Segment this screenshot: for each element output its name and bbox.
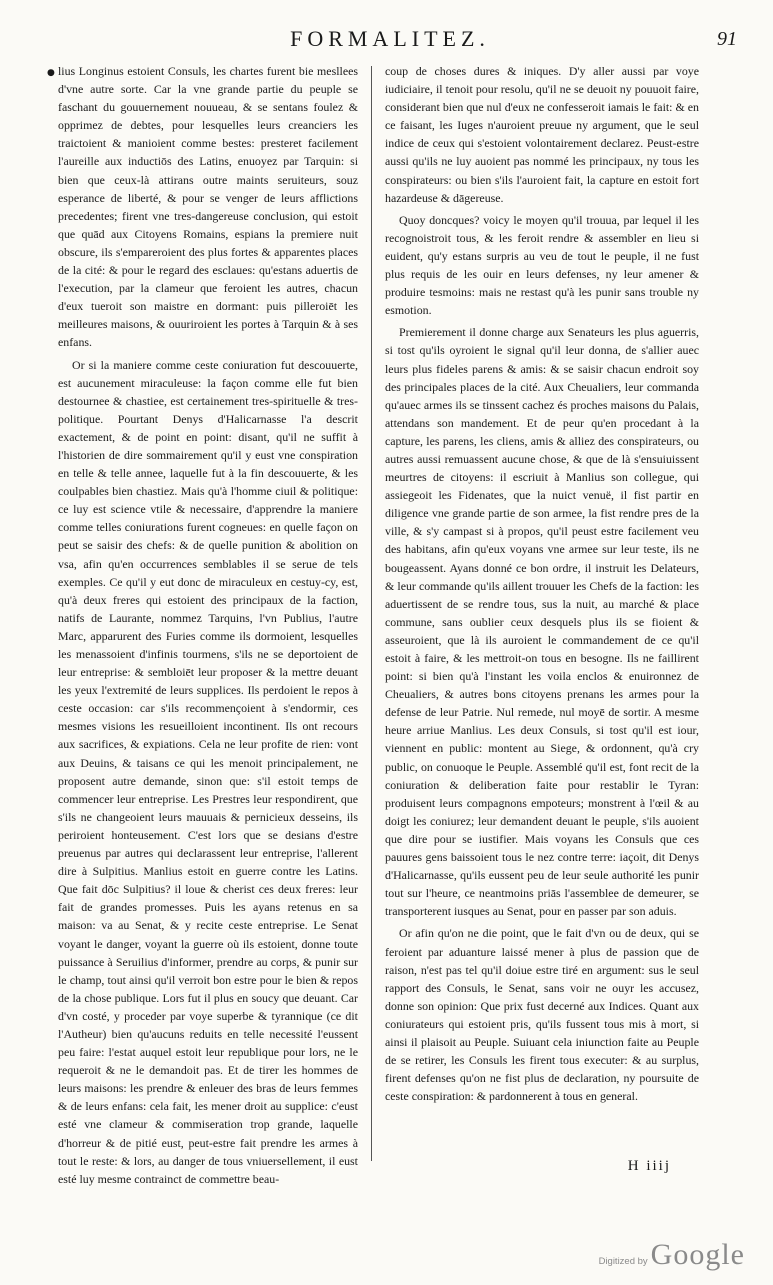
column-divider [371, 66, 372, 1161]
watermark-prefix: Digitized by [598, 1256, 648, 1267]
paragraph: Or si la maniere comme ceste coniuration fut descouuerte, est aucunement miraculeuse: la façon comme elle fut bien destournee & chastiee, est certainement tres-spirituelle & tres-politique. Pourtant Denys d'Halicarnasse l'a descrit exactement, & de point en point: disant, qu'il ne suffit à l'historien de dire sommairement qu'il y eust vne conspiration en telle & telle annee, laquelle fut à la fin descouuerte, & les coulpables bien chastiez. Mais qu'à l'homme ciuil & politique: ce luy est science vtile & necessaire, d'apprendre la maniere comme telles coniurations furent cogneues: en quelle façon on peut se saisir des chefs: & de quelle punition & abolition on vsa, afin qu'en occurrences semblables il se serue de tels exemples. Ce qu'il y eut donc de miraculeux en cestuy-cy, est, qu'à deux freres qui estoient des principaux de la faction, natifs de Laurante, nommez Tarquins, l'vn Publius, l'autre Marc, apparurent des Furies comme ils dormoient, lesquelles les menassoient d'infinis tourmens, s'ils ne se deportoient de leur entreprise: & sembloiēt leur proposer & la mettre deuant les yeux l'extremité de leurs supplices. Ils perdoient le repos à ceste occasion: car s'ils recommençoient à s'endormir, ces mesmes visions les resueilloient incontinent. Ils ont recours aux sacrifices, & expiations. Cela ne leur profite de rien: vont aux Deuins, & taisans ce qui les menoit principalement, ne proposent autre demande, sinon que: s'il estoit temps de commencer leur entreprise. Les Prestres leur respondirent, que s'ils ne changeoient leurs mauuais & pernicieux desseins, ils periroient honteusement. C'est lors que se desians d'estre preuenus par autres qui declarassent leur entreprise, l'allerent dire à Sulpitius. Manlius estoit en guerre contre les Latins. Que fait dōc Sulpitius? il loue & cherist ces deux freres: leur fait de grandes promesses. Puis les ayans retenus en sa maison: va au Senat, & y recite ceste entreprise. Le Senat voyant le danger, voyant la guerre où ils estoient, donne toute puissance à Seruilius d'informer, prendre au corps, & punir sur le champ, tout ainsi qu'il verroit bon estre pour le bien & repos de la chose publique. Lors fut il plus en soucy que deuant. Car d'vn costé, y proceder par voye superbe & tyrannique (ce dit l'Autheur) bien qu'aucuns reduits en telle necessité l'eussent peu faire: l'estat auquel estoit leur republique pour lors, ne le requeroit & ne le demandoit pas. Et de tirer les hommes de leurs maisons: les prendre & enleuer des bras de leurs femmes & de leurs enfans: cela fait, les mener droit au supplice: c'eust esté vne clameur & commiseration trop grande, laquelle d'horreur & de pitié eust, peut-estre fait prendre les armes à tout le reste: & lors, au danger de tous vniuersellement, il eust esté luy mesme contrainct de commettre beau- [58, 357, 358, 1186]
margin-bullet-icon: ● [47, 68, 55, 78]
left-column [58, 62, 358, 1188]
paragraph: Premierement il donne charge aux Senateurs les plus aguerris, si tost qu'ils oyroient le signal qu'il leur donna, de s'allier auec leurs plus fideles parens & amis: & se saisir chacun endroit soy des principales places de la cité. Aux Cheualiers, leur commanda qu'auec armes ils se tinssent cachez és proches maisons du Palais, attendans son mandement. Et de peur qu'en procedant à la capture, les parens, les cliens, amis & alliez des conspirateurs, ou autres aussi remuassent aucune chose, & que de là s'ensuiuissent meurtres de citoyens: il escriuit à Manlius son collegue, qui assiegeoit les Fidenates, que la nuict venuë, il fist partir en diligence vne grande partie de son armee, la fist rendre pres de la ville, & s'y campast si à propos, qu'il peust estre facilement veu des habitans, afin qu'eux voyans vne armee sur leur teste, ils ne bougeassent. Ayans donné ce bon ordre, il instruit les Delateurs, & leur commande qu'ils aillent trouuer les Chefs de la faction: les aduertissent de se rendre tous, sus la nuit, au marché & place commune, sans oublier ceux desquels plus ils se fioient & asseuroient, que là ils auroient le commandement de ce qu'il estoit à faire, & les mettroit-on tous en besogne. Ils ne faillirent point: si bien qu'à l'instant les voila enclos & enuironnez de Cheualiers, & autres bons citoyens prenans les armes pour la defense de leur Patrie. Nul remede, nul moyē de sortir. A mesme heure arriue Manlius. Les deux Consuls, si tost qu'il est iour, viennent en public: montent au Siege, & ordonnent, qu'à cry public, on conuoque le Peuple. Assemblé qu'il est, font recit de la coniuration & deliberation faite pour restablir le Tyran: produisent leurs compagnons empoteurs; monstrent à l'œil & au doigt les coniurez; leur demandent deuant le peuple, s'ils auoient que dire pour se iustifier. Mais voyans les Consuls que ces pauures gens baissoient tous le nez contre terre: iaçoit, dit Denys d'Halicarnasse, qu'ils eussent peu de leur seule authorité les punir tout sur l'heure, ce neantmoins priās l'assemblee de demeurer, se transporterent iusques au Senat, pour en passer par son aduis. [385, 325, 699, 919]
running-title: FORMALITEZ. [290, 26, 490, 51]
google-watermark [599, 1238, 745, 1272]
signature-mark: H iiij [627, 1158, 671, 1174]
paragraph: lius Longinus estoient Consuls, les chartes furent bie mesllees d'vne autre sorte. Car la vne grande partie du peuple se faschant du gouuernement nouueau, & se sentans foulez & opprimez de debtes, pour lesquelles leurs creanciers les traictoient & manioient comme bestes: presteret facilement l'aureille aux inductiōs des Latins, enuoyez par Tarquin: si bien que ceux-là attirans outre maints seruiteurs, souz esperance de liberté, & pour se venger de leurs afflictions precedentes; firent vne tres-dangereuse conclusion, qui estoit que quād aux Citoyens Romains, espians la premiere nuit obscure, ils s'empareroient des plus fortes & apparentes places de la cité: & pour le regard des esclaues: qu'estans aduertis de l'execution, par la clameur que feroient les autres, chacun d'eux tueroit son maistre en dormant: puis pilleroiēt les meilleures maisons, & ouuriroient les portes à Tarquin & à ses enfans. [58, 64, 358, 350]
right-column [385, 62, 699, 1105]
google-logo: Google [650, 1238, 745, 1271]
paragraph: coup de choses dures & iniques. D'y aller aussi par voye iudiciaire, il tenoit pour resolu, qu'il ne se deuoit ny pouuoit faire, considerant bien que nul d'eux ne confesseroit iamais le fait: & en ce faisant, les Iuges n'auroient preuue ny argument, que le seul indice de ceux qui s'estoient volontairement declarez. Peust-estre aussi qu'ils ne luy auoient pas nommé les principaux, ny tous les conspirateurs: ou bien s'ils l'auroient fait, la capture en estoit fort hazardeuse & dāgereuse. [385, 64, 699, 205]
page-header [0, 26, 773, 56]
paragraph: Quoy doncques? voicy le moyen qu'il trouua, par lequel il les recognoistroit tous, & les feroit rendre & assembler en lieu si euident, qu'y estans surpris au veu de tout le peuple, il ne fust plus requis de les ouir en leurs defenses, ny leur amener & produire tesmoins: mais ne restast qu'à les punir sans trouble ny esmotion. [385, 212, 699, 318]
page-number: 91 [717, 28, 737, 50]
paragraph: Or afin qu'on ne die point, que le fait d'vn ou de deux, qui se feroient par aduanture laissé mener à plus de passion que de raison, n'est pas tel qu'il doiue estre tiré en argument: sus le seul rapport des Consuls, le Senat, sans voir ne ouyr les accusez, donne son opinion: Que prix fust decerné aux Indices. Quant aux coniurateurs qui estoient pris, qu'ils fussent tous mis à mort, si ainsi il plaisoit au Peuple. Suiuant cela iniunction faite au Peuple de se retirer, les Consuls les firent tous executer: & au surplus, firent defenses qu'on ne fist plus de declaration, ny poursuite de ceste conspiration: & pardonnerent à tous en general. [385, 926, 699, 1104]
